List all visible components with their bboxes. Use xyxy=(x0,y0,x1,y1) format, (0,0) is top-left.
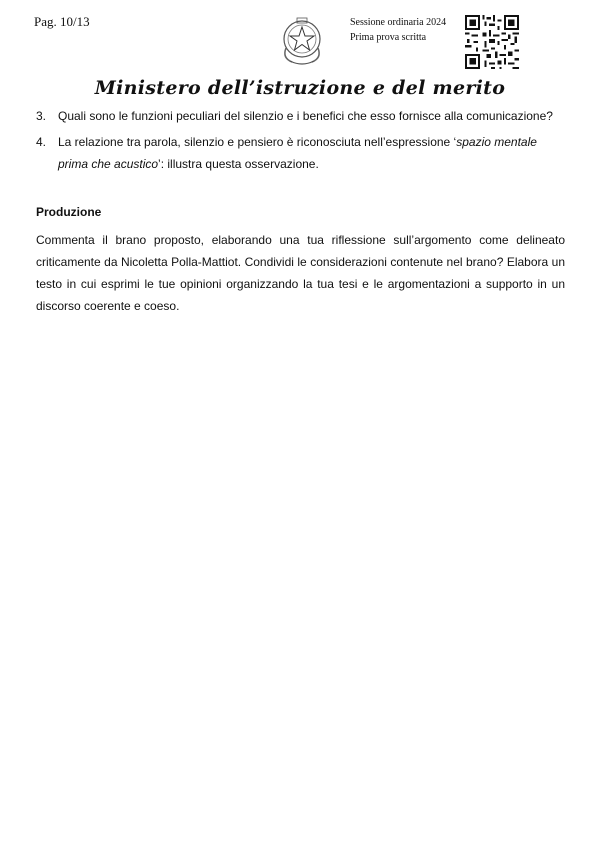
exam-content xyxy=(36,105,565,317)
section-title: Produzione xyxy=(36,205,102,219)
qr-code-icon xyxy=(465,15,519,69)
question-text: Quali sono le funzioni peculiari del silenzio e i benefici che esso fornisce alla comunicazione? xyxy=(58,109,553,123)
question-4 xyxy=(36,131,565,175)
page-number: Pag. 10/13 xyxy=(34,14,90,29)
exam-label: Prima prova scritta xyxy=(350,32,427,43)
session-label: Sessione ordinaria 2024 xyxy=(350,17,447,28)
question-3 xyxy=(36,105,565,127)
ministry-title: Ministero dell’istruzione e del merito xyxy=(94,77,506,99)
question-number: 4. xyxy=(36,135,47,149)
production-paragraph: Commenta il brano proposto, elaborando una tua riflessione sull’argomento come delineato criticamente da Nicoletta Polla-Mattiot. Condividi le considerazioni contenute nel brano? Elabora un testo in cui esprimi le tue opinioni organizzando la tua tesi e le argomentazioni a supporto in un discorso coerente e coeso. xyxy=(36,233,565,313)
question-text-after: ’: illustra questa osservazione. xyxy=(158,157,319,171)
italian-republic-emblem-icon xyxy=(278,14,326,68)
question-text-italic: spazio mentale prima che acustico xyxy=(58,135,537,171)
question-number: 3. xyxy=(36,109,47,123)
question-text xyxy=(58,131,565,175)
question-text-before: La relazione tra parola, silenzio e pensiero è riconosciuta nell’espressione ‘ xyxy=(58,135,457,149)
